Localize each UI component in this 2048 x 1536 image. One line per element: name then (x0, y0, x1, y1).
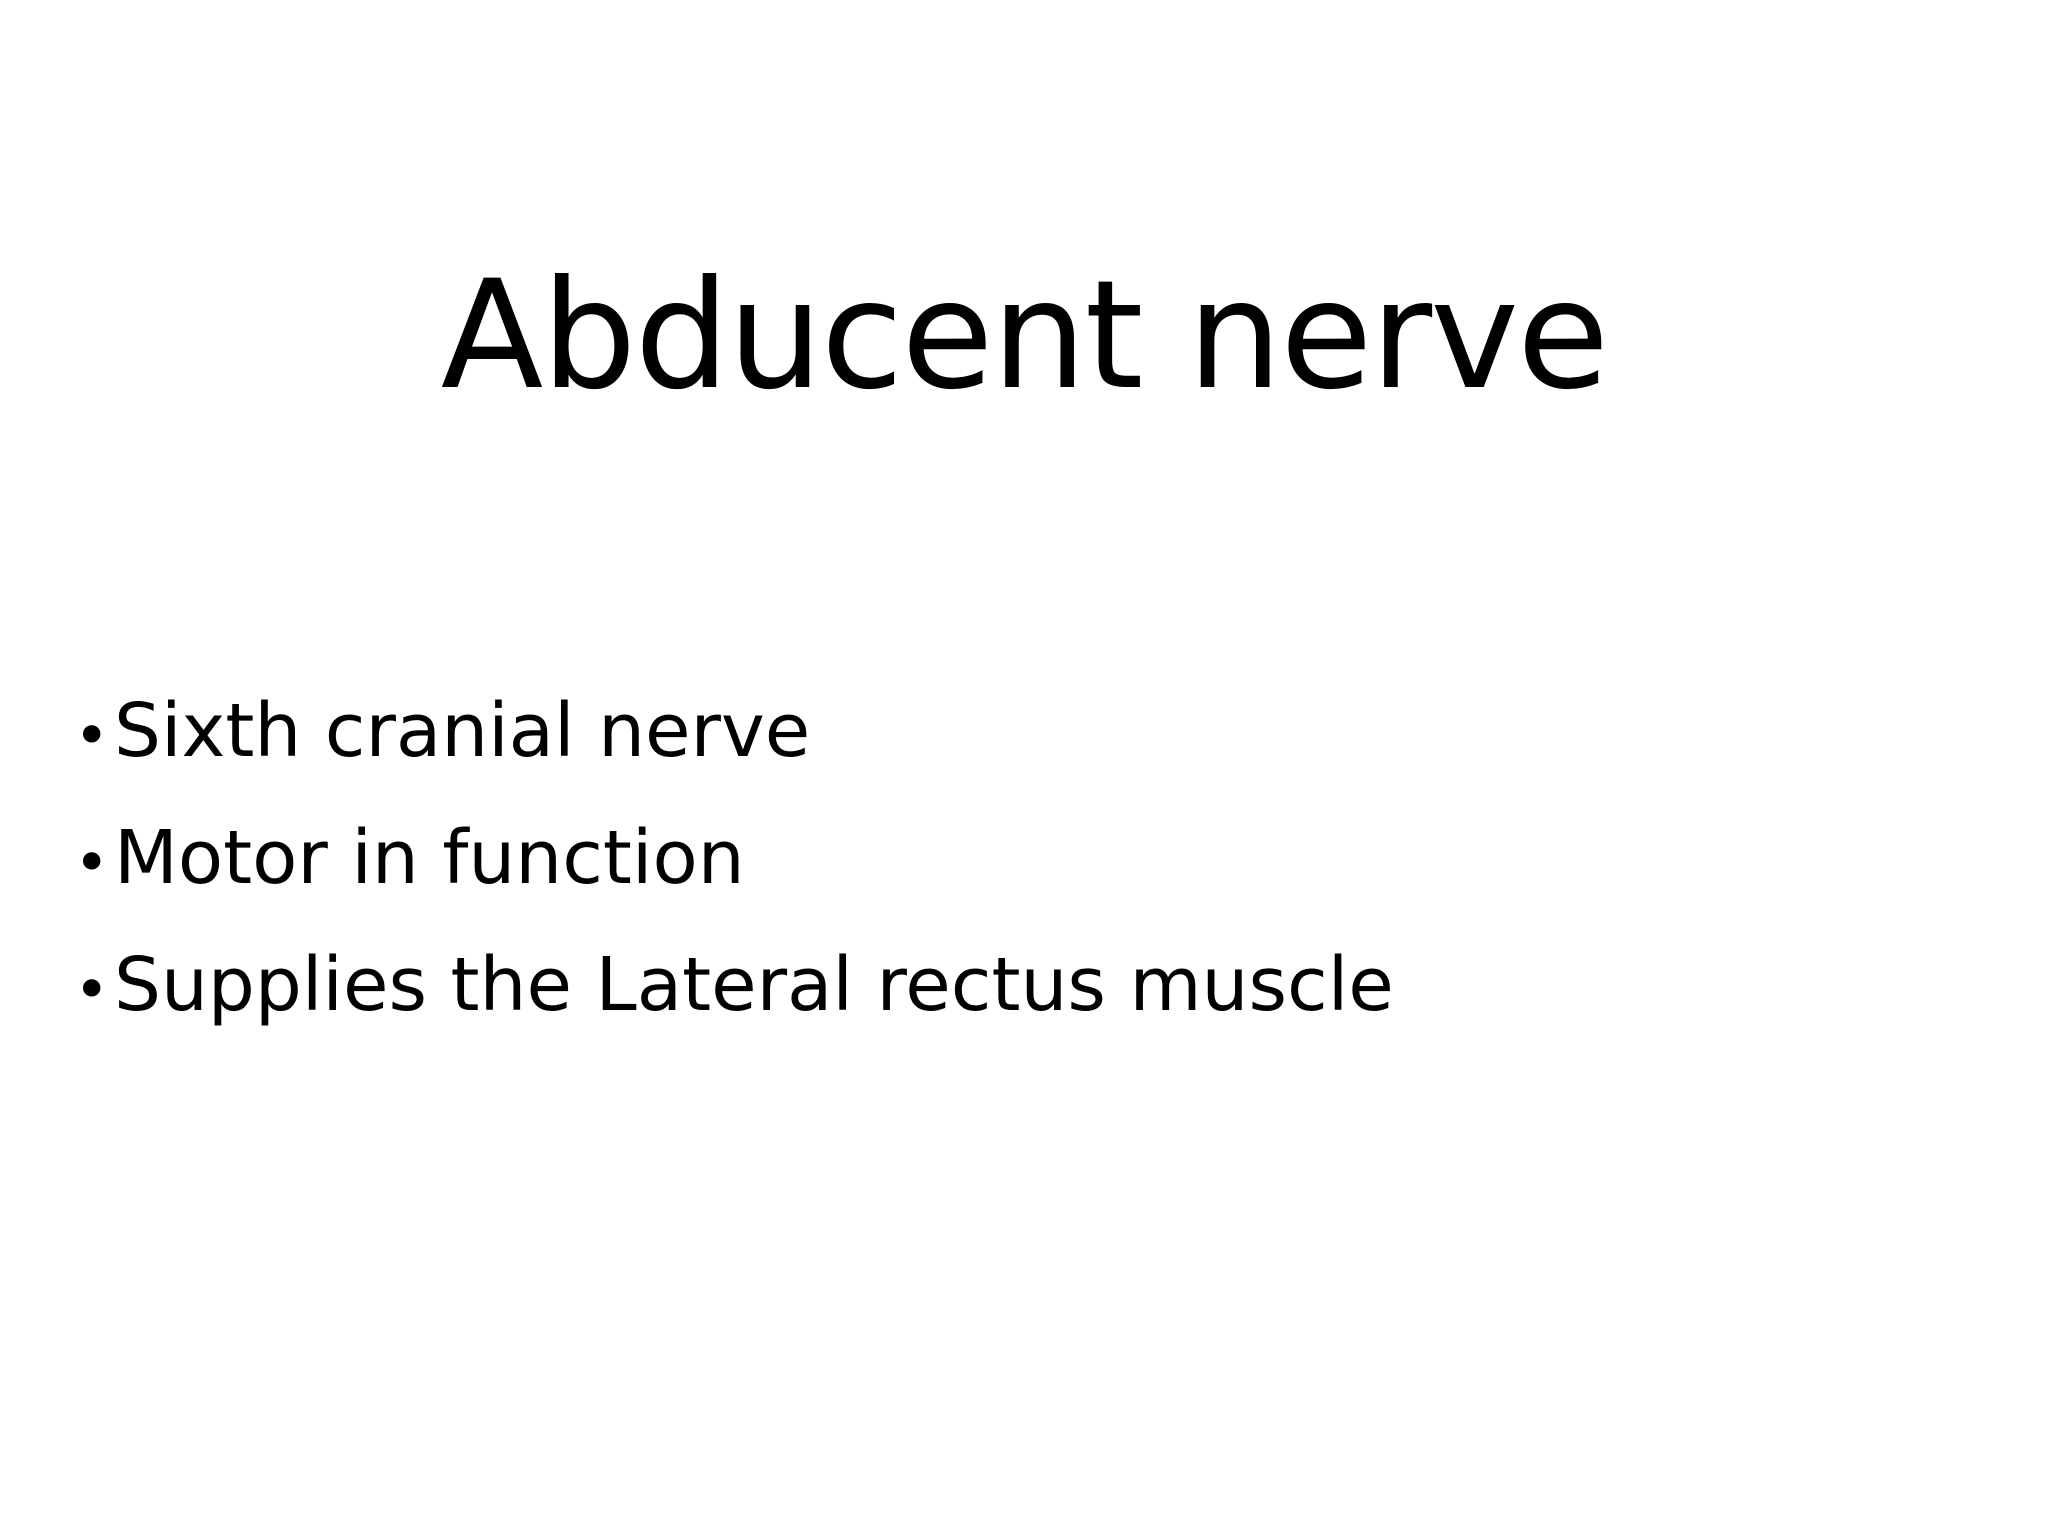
bullet-item (74, 797, 1394, 924)
slide-title: Abducent nerve (440, 249, 1608, 423)
bullet-item (74, 670, 1394, 797)
bullet-dot-icon: • (74, 828, 110, 898)
bullet-dot-icon: • (74, 701, 110, 771)
bullet-text: Motor in function (114, 815, 745, 901)
bullet-item (74, 924, 1394, 1051)
bullet-text: Supplies the Lateral rectus muscle (114, 942, 1394, 1028)
bullet-dot-icon: • (74, 955, 110, 1025)
bullet-text: Sixth cranial nerve (114, 688, 811, 774)
bullet-list (74, 670, 1394, 1051)
